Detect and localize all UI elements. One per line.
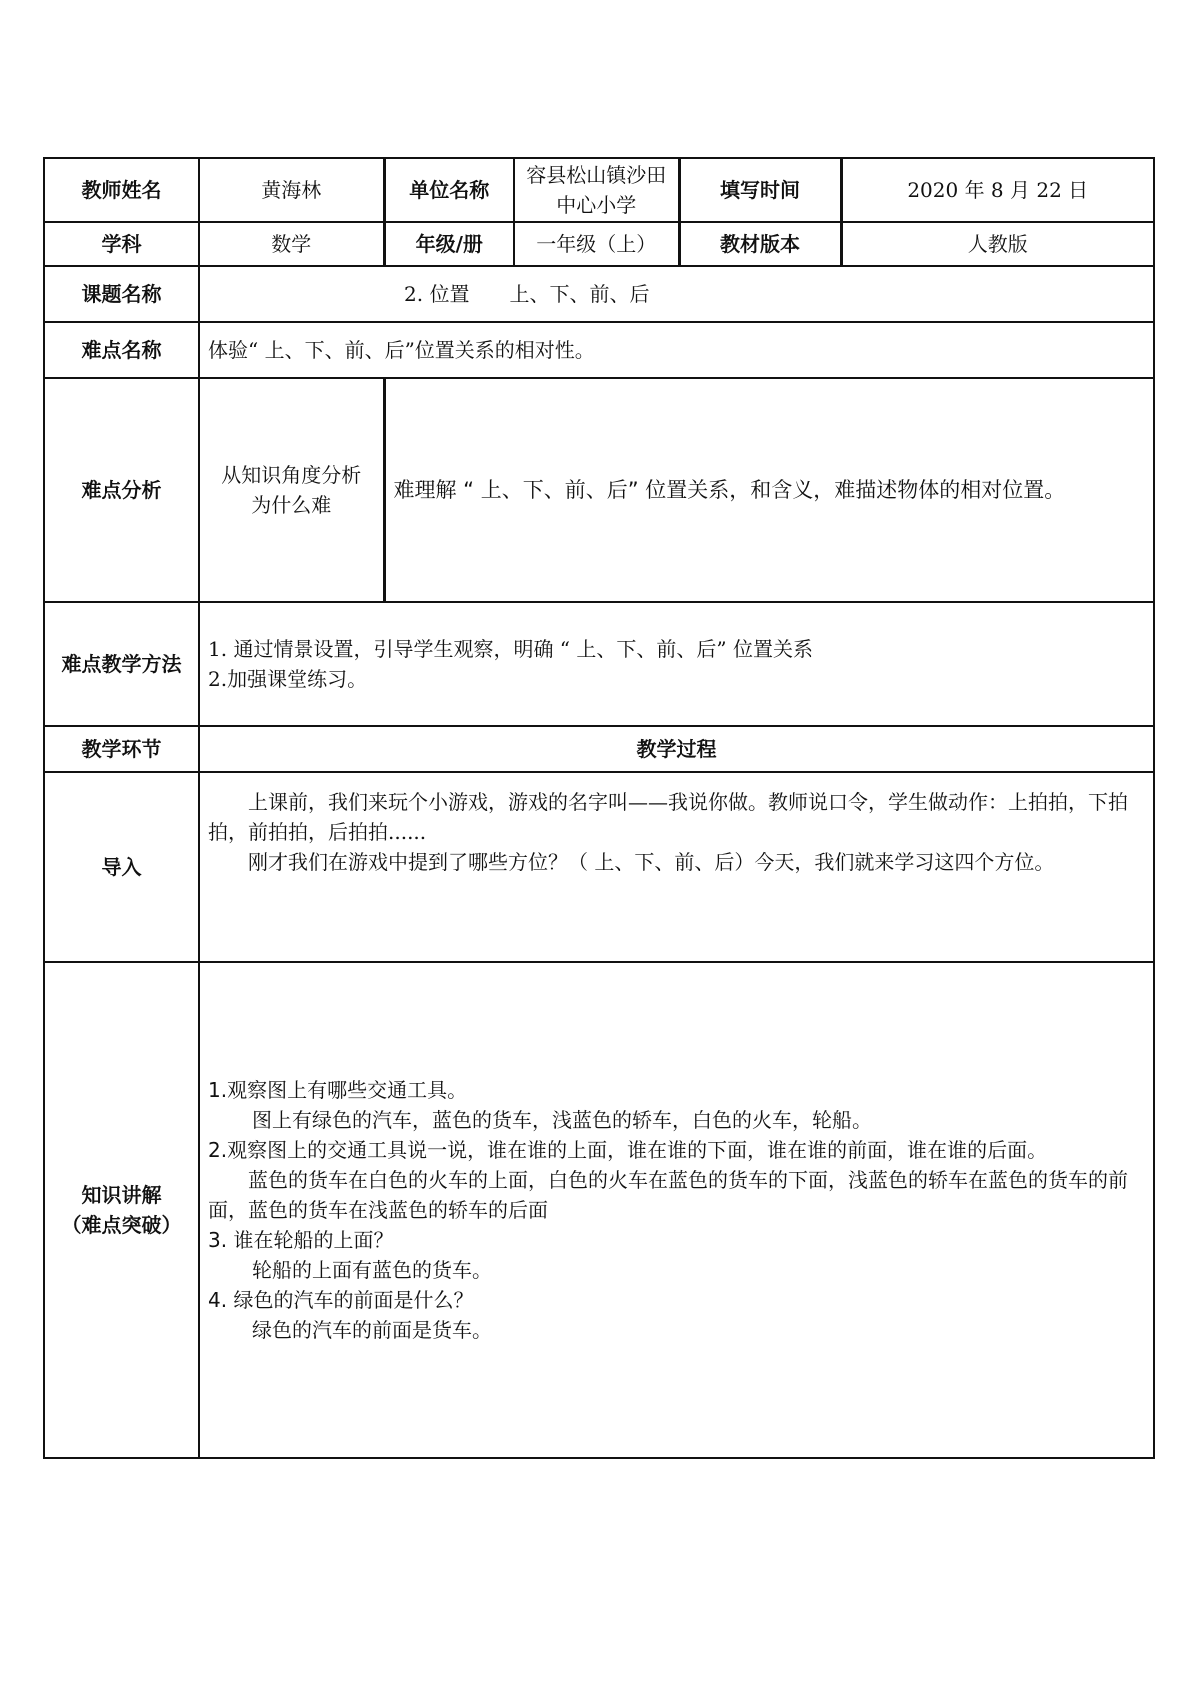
process-header-row [44, 726, 1154, 772]
topic-value: 2. 位置 上、下、前、后 [199, 266, 1154, 322]
method-row [44, 602, 1154, 726]
unit-value-line1: 容县松山镇沙田 [526, 163, 667, 187]
knowledge-label [44, 962, 199, 1458]
grade-value: 一年级（上） [514, 222, 679, 266]
knowledge-line-5: 3. 谁在轮船的上面？ [208, 1228, 394, 1252]
teacher-label: 教师姓名 [44, 158, 199, 222]
knowledge-value [199, 962, 1154, 1458]
method-label: 难点教学方法 [44, 602, 199, 726]
process-stage-label: 教学环节 [44, 726, 199, 772]
lesson-plan-table [43, 157, 1155, 1459]
knowledge-label-line1: 知识讲解 [81, 1183, 162, 1207]
unit-value-line2: 中心小学 [556, 193, 637, 217]
knowledge-line-6: 轮船的上面有蓝色的货车。 [252, 1258, 492, 1282]
analysis-sub-label-line1: 从知识角度分析 [221, 463, 362, 487]
knowledge-line-2: 图上有绿色的汽车，蓝色的货车，浅蓝色的轿车，白色的火车，轮船。 [252, 1108, 872, 1132]
edition-label: 教材版本 [679, 222, 841, 266]
date-value: 2020 年 8 月 22 日 [841, 158, 1154, 222]
method-line-2: 2.加强课堂练习。 [208, 667, 368, 691]
date-label: 填写时间 [679, 158, 841, 222]
topic-row [44, 266, 1154, 322]
knowledge-label-line2: （难点突破） [61, 1213, 182, 1237]
intro-paragraph-1: 上课前，我们来玩个小游戏，游戏的名字叫——我说你做。教师说口令，学生做动作：上拍拍，下拍拍，前拍拍，后拍拍...... [208, 790, 1128, 844]
knowledge-line-3: 2.观察图上的交通工具说一说，谁在谁的上面，谁在谁的下面，谁在谁的前面，谁在谁的后面。 [208, 1138, 1048, 1162]
subject-label: 学科 [44, 222, 199, 266]
teacher-value: 黄海林 [199, 158, 384, 222]
intro-paragraph-2: 刚才我们在游戏中提到了哪些方位？（ 上、下、前、后）今天，我们就来学习这四个方位。 [248, 850, 1055, 874]
difficulty-value: 体验“ 上、下、前、后”位置关系的相对性。 [199, 322, 1154, 378]
intro-label: 导入 [44, 772, 199, 962]
knowledge-line-1: 1.观察图上有哪些交通工具。 [208, 1078, 468, 1102]
intro-value [199, 772, 1154, 962]
grade-label: 年级/册 [384, 222, 514, 266]
difficulty-row [44, 322, 1154, 378]
edition-value: 人教版 [841, 222, 1154, 266]
unit-value [514, 158, 679, 222]
header-row-2 [44, 222, 1154, 266]
process-title: 教学过程 [199, 726, 1154, 772]
knowledge-line-7: 4. 绿色的汽车的前面是什么？ [208, 1288, 474, 1312]
analysis-label: 难点分析 [44, 378, 199, 602]
analysis-sub-label [199, 378, 384, 602]
unit-label: 单位名称 [384, 158, 514, 222]
knowledge-line-4: 蓝色的货车在白色的火车的上面，白色的火车在蓝色的货车的下面，浅蓝色的轿车在蓝色的货车的前面，蓝色的货车在浅蓝色的轿车的后面 [208, 1168, 1128, 1222]
header-row-1 [44, 158, 1154, 222]
method-value [199, 602, 1154, 726]
difficulty-label: 难点名称 [44, 322, 199, 378]
analysis-sub-label-line2: 为什么难 [251, 493, 332, 517]
analysis-row [44, 378, 1154, 602]
knowledge-row [44, 962, 1154, 1458]
subject-value: 数学 [199, 222, 384, 266]
method-line-1: 1. 通过情景设置，引导学生观察，明确 “ 上、下、前、后” 位置关系 [208, 637, 813, 661]
intro-row [44, 772, 1154, 962]
analysis-value: 难理解 “ 上、下、前、后” 位置关系，和含义，难描述物体的相对位置。 [384, 378, 1154, 602]
knowledge-line-8: 绿色的汽车的前面是货车。 [252, 1318, 492, 1342]
topic-label: 课题名称 [44, 266, 199, 322]
